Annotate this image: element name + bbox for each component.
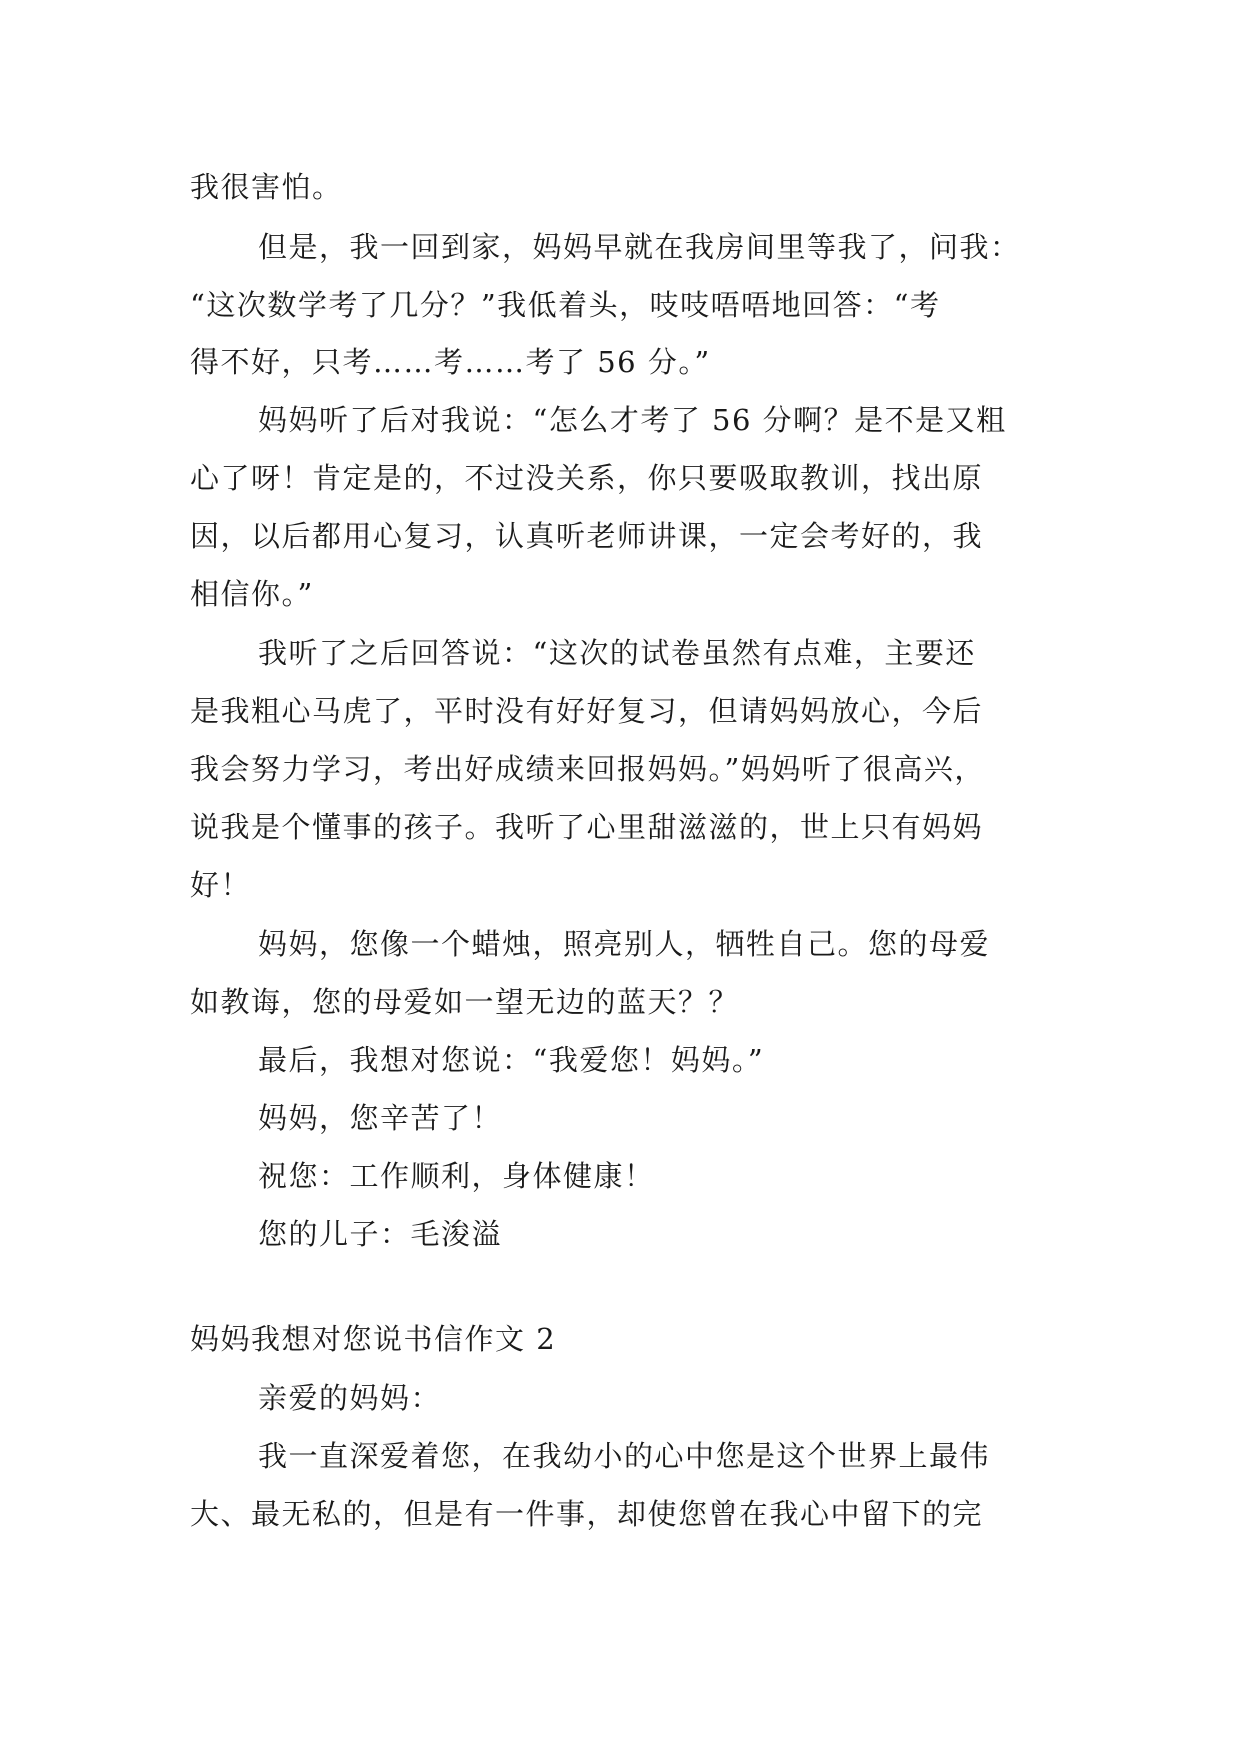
paragraph-line: 祝您：工作顺利，身体健康！ xyxy=(258,1159,655,1193)
paragraph-line: 相信你。” xyxy=(190,577,314,611)
paragraph-line: 好！ xyxy=(190,868,252,902)
paragraph-line: 我会努力学习，考出好成绩来回报妈妈。”妈妈听了很高兴， xyxy=(190,752,985,786)
paragraph-line: 如教诲，您的母爱如一望无边的蓝天？？ xyxy=(190,985,740,1019)
paragraph-line: “这次数学考了几分？”我低着头，吱吱唔唔地回答：“考 xyxy=(190,288,941,322)
paragraph-line: 我很害怕。 xyxy=(190,170,343,204)
paragraph-line: 妈妈听了后对我说：“怎么才考了 56 分啊？是不是又粗 xyxy=(258,403,1007,437)
section-heading: 妈妈我想对您说书信作文 2 xyxy=(190,1322,557,1356)
paragraph-line: 得不好，只考……考……考了 56 分。” xyxy=(190,345,711,379)
paragraph-line: 说我是个懂事的孩子。我听了心里甜滋滋的，世上只有妈妈 xyxy=(190,810,984,844)
paragraph-line: 大、最无私的，但是有一件事，却使您曾在我心中留下的完 xyxy=(190,1497,984,1531)
paragraph-line: 我一直深爱着您，在我幼小的心中您是这个世界上最伟 xyxy=(258,1439,991,1473)
paragraph-line: 是我粗心马虎了，平时没有好好复习，但请妈妈放心，今后 xyxy=(190,694,984,728)
paragraph-line: 妈妈，您辛苦了！ xyxy=(258,1101,503,1135)
paragraph-line: 但是，我一回到家，妈妈早就在我房间里等我了，问我： xyxy=(258,230,1021,264)
paragraph-line: 心了呀！肯定是的，不过没关系，你只要吸取教训，找出原 xyxy=(190,461,984,495)
signature-line: 您的儿子：毛浚溢 xyxy=(258,1217,503,1251)
paragraph-line: 妈妈，您像一个蜡烛，照亮别人，牺牲自己。您的母爱 xyxy=(258,927,991,961)
paragraph-line: 我听了之后回答说：“这次的试卷虽然有点难，主要还 xyxy=(258,636,976,670)
salutation: 亲爱的妈妈： xyxy=(258,1381,442,1415)
paragraph-line: 最后，我想对您说：“我爱您！妈妈。” xyxy=(258,1043,765,1077)
paragraph-line: 因，以后都用心复习，认真听老师讲课，一定会考好的，我 xyxy=(190,519,984,553)
